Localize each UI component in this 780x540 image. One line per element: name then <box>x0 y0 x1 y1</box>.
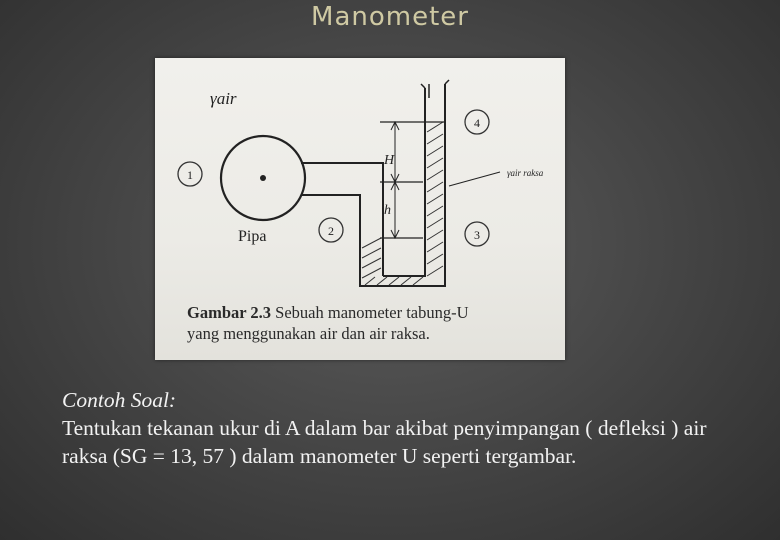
figure-caption <box>187 302 557 344</box>
point1-label: 1 <box>187 168 193 182</box>
pipe-center-dot <box>260 175 266 181</box>
gamma-air-label: γair <box>210 89 237 108</box>
caption-line2: yang menggunakan air dan air raksa. <box>187 324 430 343</box>
pipa-label: Pipa <box>238 228 267 245</box>
gamma-air-raksa-label: γair raksa <box>507 168 544 178</box>
caption-rest: Sebuah manometer tabung-U <box>271 303 469 322</box>
problem-block <box>62 386 752 470</box>
mercury-hatching <box>362 122 443 285</box>
problem-text: Tentukan tekanan ukur di A dalam bar akibat penyimpangan ( defleksi ) air raksa (SG = 13, 57 ) dalam manometer U seperti tergambar. <box>62 416 707 468</box>
tube-outer <box>301 163 383 276</box>
H-label: H <box>384 153 395 168</box>
figure-photo <box>155 58 565 360</box>
problem-heading: Contoh Soal: <box>62 388 177 412</box>
slide-title: Manometer <box>311 2 469 32</box>
caption-bold: Gambar 2.3 <box>187 303 272 322</box>
h-label: h <box>384 203 391 218</box>
u-tube-outer <box>360 84 445 286</box>
mercury-pointer <box>449 172 500 186</box>
point3-label: 3 <box>474 228 480 242</box>
point2-label: 2 <box>328 224 334 238</box>
point4-label: 4 <box>474 116 480 130</box>
